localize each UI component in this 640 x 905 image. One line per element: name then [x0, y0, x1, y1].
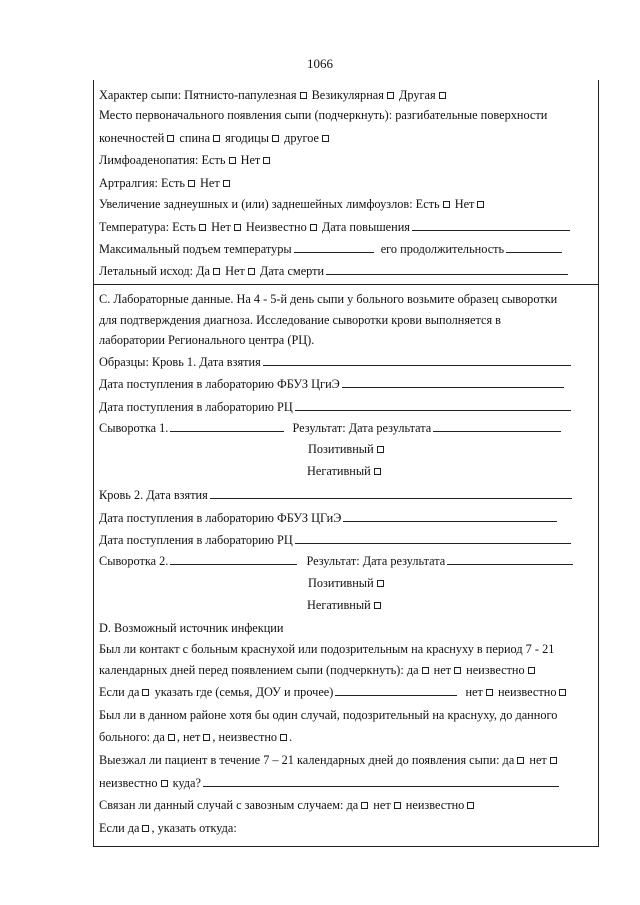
page-number: 1066: [307, 56, 333, 71]
serum2-field[interactable]: [170, 553, 297, 565]
checkbox[interactable]: [394, 802, 401, 809]
lab-receipt-rc-line: Дата поступления в лабораторию РЦ: [99, 399, 571, 415]
where-to-field[interactable]: [203, 775, 559, 787]
checkbox[interactable]: [443, 201, 450, 208]
linked-line: Связан ли данный случай с завозным случаем: да нет неизвестно: [99, 797, 476, 813]
where-detail-field[interactable]: [335, 684, 457, 696]
max-temp-line: Максимальный подъем температуры его продолжительность: [99, 241, 562, 257]
lymph-nodes-line: Увеличение заднеушных и (или) заднешейных лимфоузлов: Есть Нет: [99, 196, 486, 212]
arthralgia-line: Артралгия: Есть Нет: [99, 175, 232, 191]
checkbox[interactable]: [142, 825, 149, 832]
lymphadenopathy-line: Лимфоаденопатия: Есть Нет: [99, 152, 272, 168]
checkbox[interactable]: [300, 92, 307, 99]
result2-date-field[interactable]: [447, 553, 573, 565]
checkbox[interactable]: [199, 224, 206, 231]
checkbox[interactable]: [203, 734, 210, 741]
checkbox[interactable]: [263, 157, 270, 164]
region-case-line-2: больного: да , нет , неизвестно .: [99, 730, 293, 744]
positive1-line: Позитивный: [308, 441, 386, 457]
checkbox[interactable]: [161, 780, 168, 787]
checkbox[interactable]: [477, 201, 484, 208]
lab-receipt-fbuz2-line: Дата поступления в лабораторию ФБУЗ ЦГиЭ: [99, 510, 557, 526]
positive2-line: Позитивный: [308, 575, 386, 591]
checkbox[interactable]: [234, 224, 241, 231]
blood1-date-field[interactable]: [263, 354, 571, 366]
travel-line-2: неизвестно куда?: [99, 775, 559, 791]
rash-character-line: Характер сыпи: Пятнисто-папулезная Везикулярная Другая: [99, 87, 448, 103]
initial-location-line: Место первоначального появления сыпи (подчеркнуть): разгибательные поверхности: [99, 108, 548, 122]
checkbox[interactable]: [322, 135, 329, 142]
result1-date-field[interactable]: [433, 420, 561, 432]
checkbox[interactable]: [142, 689, 149, 696]
checkbox[interactable]: [310, 224, 317, 231]
serum1-line: Сыворотка 1. Результат: Дата результата: [99, 420, 561, 436]
checkbox[interactable]: [559, 689, 566, 696]
negative1-line: Негативный: [307, 463, 383, 479]
checkbox[interactable]: [374, 468, 381, 475]
if-yes-where-line: Если да указать где (семья, ДОУ и прочее) нет неизвестно: [99, 684, 568, 700]
region-case-line-1: Был ли в данном районе хотя бы один случай, подозрительный на краснуху, до данного: [99, 708, 558, 722]
checkbox[interactable]: [188, 180, 195, 187]
checkbox[interactable]: [374, 602, 381, 609]
checkbox[interactable]: [213, 268, 220, 275]
checkbox[interactable]: [229, 157, 236, 164]
duration-field[interactable]: [506, 241, 562, 253]
contact-line-2: календарных дней перед появлением сыпи (подчеркнуть): да нет неизвестно: [99, 662, 537, 678]
lab-receipt-fbuz-field[interactable]: [342, 376, 564, 388]
contact-line-1: Был ли контакт с больным краснухой или подозрительным на краснуху в период 7 - 21: [99, 642, 555, 656]
checkbox[interactable]: [439, 92, 446, 99]
checkbox[interactable]: [377, 446, 384, 453]
lab-receipt-rc2-field[interactable]: [295, 532, 571, 544]
section-c-text: лаборатории Регионального центра (РЦ).: [99, 333, 315, 347]
lab-receipt-rc-field[interactable]: [295, 399, 571, 411]
checkbox[interactable]: [550, 757, 557, 764]
section-divider: [93, 284, 598, 285]
checkbox[interactable]: [272, 135, 279, 142]
rise-date-field[interactable]: [412, 219, 570, 231]
checkbox[interactable]: [387, 92, 394, 99]
checkbox[interactable]: [248, 268, 255, 275]
death-date-field[interactable]: [326, 263, 568, 275]
checkbox[interactable]: [517, 757, 524, 764]
negative2-line: Негативный: [307, 597, 383, 613]
temperature-line: Температура: Есть Нет Неизвестно Дата повышения: [99, 219, 570, 235]
checkbox[interactable]: [486, 689, 493, 696]
checkbox[interactable]: [168, 734, 175, 741]
blood1-line: Образцы: Кровь 1. Дата взятия: [99, 354, 571, 370]
lab-receipt-rc2-line: Дата поступления в лабораторию РЦ: [99, 532, 571, 548]
section-c-text: для подтверждения диагноза. Исследование сыворотки крови выполняется в: [99, 313, 501, 327]
section-d-heading: D. Возможный источник инфекции: [99, 621, 284, 635]
blood2-line: Кровь 2. Дата взятия: [99, 487, 572, 503]
section-c-heading: С. Лабораторные данные. На 4 - 5-й день сыпи у больного возьмите образец сыворотки: [99, 292, 558, 306]
checkbox[interactable]: [361, 802, 368, 809]
lethal-line: Летальный исход: Да Нет Дата смерти: [99, 263, 568, 279]
checkbox[interactable]: [467, 802, 474, 809]
checkbox[interactable]: [280, 734, 287, 741]
checkbox[interactable]: [213, 135, 220, 142]
lab-receipt-fbuz2-field[interactable]: [343, 510, 557, 522]
checkbox[interactable]: [454, 667, 461, 674]
travel-line-1: Выезжал ли пациент в течение 7 – 21 календарных дней до появления сыпи: да нет: [99, 752, 559, 768]
if-yes-from-line: Если да , указать откуда:: [99, 821, 237, 835]
checkbox[interactable]: [422, 667, 429, 674]
serum2-line: Сыворотка 2. Результат: Дата результата: [99, 553, 573, 569]
location-options-line: конечностей спина ягодицы другое: [99, 130, 331, 146]
checkbox[interactable]: [377, 580, 384, 587]
checkbox[interactable]: [167, 135, 174, 142]
checkbox[interactable]: [528, 667, 535, 674]
blood2-date-field[interactable]: [210, 487, 572, 499]
lab-receipt-fbuz-line: Дата поступления в лабораторию ФБУЗ ЦгиЭ: [99, 376, 564, 392]
serum1-field[interactable]: [170, 420, 284, 432]
checkbox[interactable]: [223, 180, 230, 187]
max-temp-field[interactable]: [294, 241, 374, 253]
